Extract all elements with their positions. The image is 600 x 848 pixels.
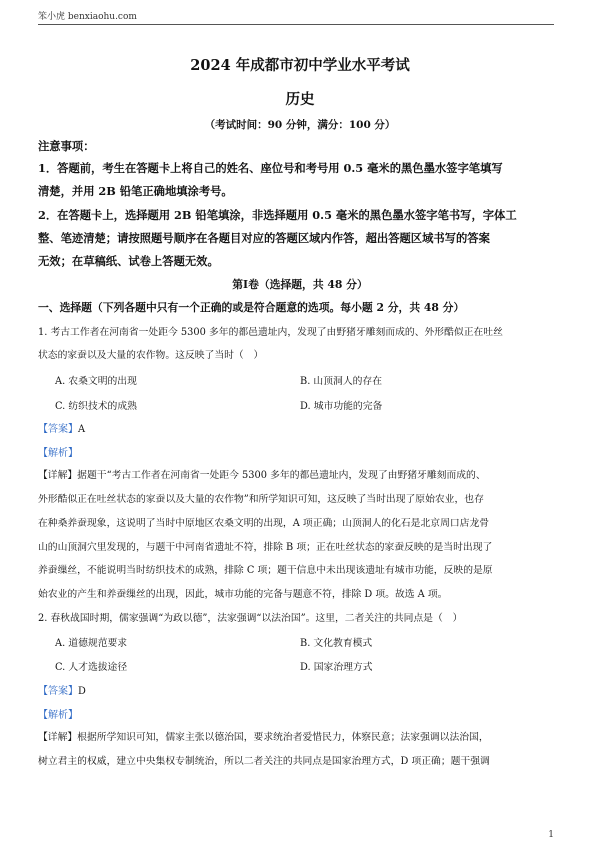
question-2-stem: 2. 春秋战国时期，儒家强调“为政以德”，法家强调“以法治国”。这里，二者关注的共同点是（ ）: [38, 613, 463, 624]
question-1-stem: 状态的家蚕以及大量的农作物。这反映了当时（ ）: [38, 350, 264, 361]
question-2-answer: [38, 682, 556, 697]
question-1-detail: 外形酷似正在吐丝状态的家蚕以及大量的农作物”和所学知识可知，这反映了当时出现了原始农业，也存: [38, 494, 484, 505]
question-2-analysis-tag: 【解析】: [38, 710, 78, 721]
question-1-option-a: A. 农桑文明的出现: [55, 376, 137, 387]
question-2-detail: 树立君主的权威，建立中央集权专制统治，所以二者关注的共同点是国家治理方式，D 项正确；题干强调: [38, 756, 490, 767]
answer-tag: 【答案】: [38, 686, 78, 697]
question-2-detail: 【详解】根据所学知识可知，儒家主张以德治国，要求统治者爱惜民力，体察民意；法家强调以法治国，: [38, 732, 489, 743]
question-1-option-c: C. 纺织技术的成熟: [55, 401, 137, 412]
question-2-option-c: C. 人才选拔途径: [55, 662, 128, 673]
header-divider: [38, 24, 554, 25]
answer-value: D: [78, 686, 86, 697]
note-line: 整、笔迹清楚；请按照题号顺序在各题目对应的答题区域内作答，超出答题区域书写的答案: [38, 231, 490, 245]
question-1-detail: 始农业的产生和养蚕缫丝的出现，因此，城市功能的完备与题意不符，排除 D 项。故选 A 项。: [38, 589, 448, 600]
section-title: 第Ⅰ卷（选择题，共 48 分）: [232, 278, 368, 291]
exam-title: 2024 年成都市初中学业水平考试: [190, 57, 410, 74]
question-1-stem: 1. 考古工作者在河南省一处距今 5300 多年的都邑遗址内，发现了由野猪牙雕刻而成的、外形酷似正在吐丝: [38, 327, 503, 338]
note-line: 清楚，并用 2B 铅笔正确地填涂考号。: [38, 184, 233, 198]
note-line: 2．在答题卡上，选择题用 2B 铅笔填涂，非选择题用 0.5 毫米的黑色墨水签字笔书写，字体工: [38, 208, 517, 222]
note-line: 1．答题前，考生在答题卡上将自己的姓名、座位号和考号用 0.5 毫米的黑色墨水签字笔填写: [38, 161, 503, 175]
question-1-detail: 山的山顶洞穴里发现的，与题干中河南省遗址不符，排除 B 项；正在吐丝状态的家蚕反映的是当时出现了: [38, 542, 493, 553]
note-line: 无效；在草稿纸、试卷上答题无效。: [38, 254, 219, 268]
answer-tag: 【答案】: [38, 424, 78, 435]
section-intro: 一、选择题（下列各题中只有一个正确的或是符合题意的选项。每小题 2 分，共 48 分）: [38, 301, 465, 314]
question-2-option-d: D. 国家治理方式: [300, 662, 373, 673]
question-1-option-b: B. 山顶洞人的存在: [300, 376, 383, 387]
exam-info: （考试时间：90 分钟，满分：100 分）: [204, 119, 396, 131]
question-1-analysis-tag: 【解析】: [38, 448, 78, 459]
answer-value: A: [78, 424, 86, 435]
question-2-option-b: B. 文化教育模式: [300, 638, 373, 649]
question-1-detail: 在种桑养蚕现象，这说明了当时中原地区农桑文明的出现，A 项正确；山顶洞人的化石是北京周口店龙骨: [38, 518, 490, 529]
question-1-detail: 【详解】据题干“考古工作者在河南省一处距今 5300 多年的都邑遗址内，发现了由野猪牙雕刻而成的、: [38, 470, 486, 481]
page-number: 1: [548, 830, 554, 840]
question-1-detail: 养蚕缫丝，不能说明当时纺织技术的成熟，排除 C 项；题干信息中未出现该遗址有城市功能，反映的是原: [38, 565, 493, 576]
page-header: 笨小虎 benxiaohu.com: [38, 12, 137, 22]
question-1-answer: [38, 420, 556, 435]
exam-subject: 历史: [285, 91, 315, 108]
notes-heading: 注意事项：: [38, 139, 95, 153]
question-2-option-a: A. 道德规范要求: [55, 638, 128, 649]
question-1-option-d: D. 城市功能的完备: [300, 401, 383, 412]
